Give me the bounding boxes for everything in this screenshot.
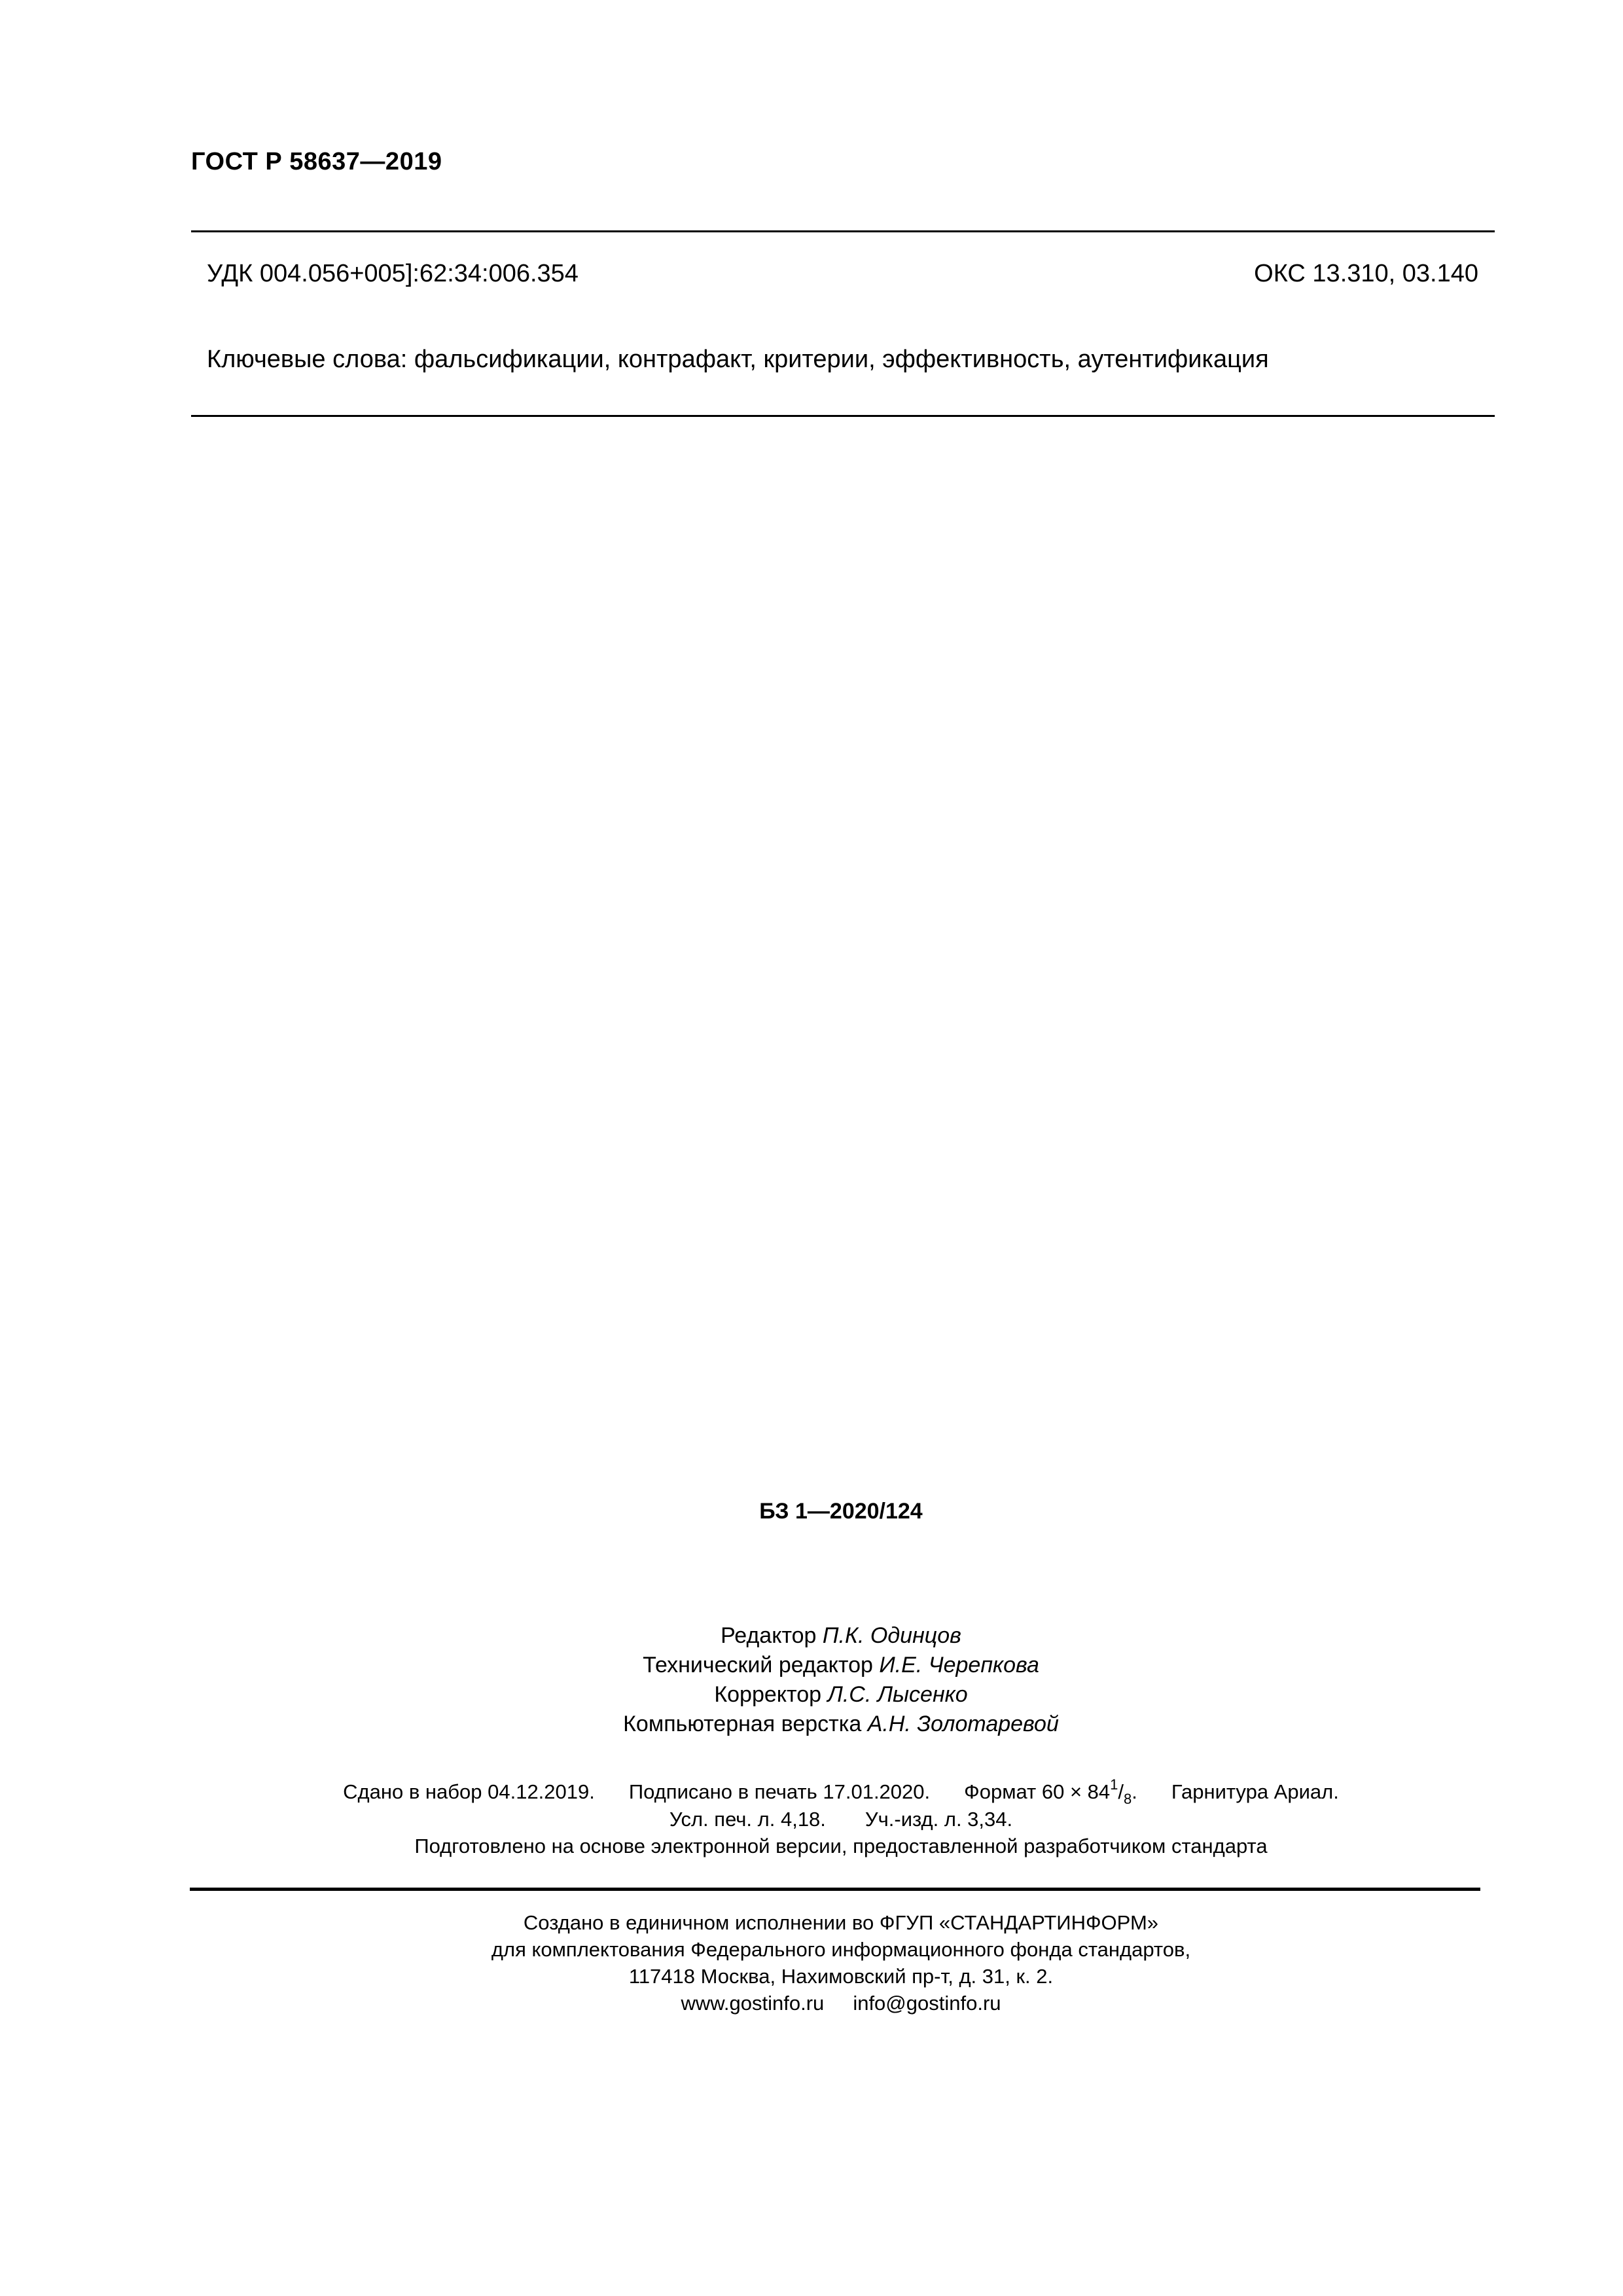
print-info-line [0, 1776, 1623, 1807]
publisher-address: 117418 Москва, Нахимовский пр-т, д. 31, к. 2. [628, 1965, 1054, 1988]
top-divider [191, 230, 1495, 232]
udk-code: УДК 004.056+005]:62:34:006.354 [207, 260, 579, 287]
keywords-divider [191, 415, 1495, 417]
page-format: Формат $60 \times 84^1/_8$. [964, 1776, 1137, 1807]
keywords: Ключевые слова: фальсификации, контрафакт, критерии, эффективность, аутентификация [207, 346, 1269, 373]
publisher-divider [190, 1888, 1480, 1891]
staff-name: И.Е. Черепкова [879, 1653, 1039, 1677]
document-number: ГОСТ Р 58637—2019 [191, 148, 442, 175]
staff-editor [0, 1623, 1623, 1649]
publish-sheets: Уч.-изд. л. 3,34. [865, 1808, 1013, 1831]
staff-role: Редактор [721, 1623, 817, 1648]
publisher-purpose: для комплектования Федерального информационного фонда стандартов, [491, 1938, 1191, 1961]
publisher-contacts [0, 1992, 1623, 2015]
submitted-date: Сдано в набор 04.12.2019. [343, 1780, 595, 1803]
staff-corrector [0, 1682, 1623, 1708]
publisher-line: Создано в единичном исполнении во ФГУП «СТАНДАРТИНФОРМ» [523, 1911, 1159, 1934]
prepared-note: Подготовлено на основе электронной версии, предоставленной разработчиком стандарта [414, 1835, 1268, 1857]
staff-name: А.Н. Золотаревой [867, 1712, 1059, 1736]
staff-layout [0, 1712, 1623, 1737]
staff-tech-editor [0, 1653, 1623, 1678]
oks-code: ОКС 13.310, 03.140 [1254, 260, 1478, 287]
website-link[interactable]: www.gostinfo.ru [681, 1992, 825, 2015]
staff-name: П.К. Одинцов [822, 1623, 961, 1648]
staff-role: Компьютерная верстка [623, 1712, 862, 1736]
signed-date: Подписано в печать 17.01.2020. [628, 1780, 931, 1803]
bz-number: БЗ 1—2020/124 [759, 1499, 923, 1524]
email-link[interactable]: info@gostinfo.ru [853, 1992, 1001, 2015]
staff-name: Л.С. Лысенко [827, 1682, 968, 1707]
staff-role: Корректор [714, 1682, 822, 1707]
sheets-line [0, 1808, 1623, 1831]
typeface: Гарнитура Ариал. [1171, 1780, 1339, 1803]
print-sheets: Усл. печ. л. 4,18. [669, 1808, 826, 1831]
staff-role: Технический редактор [643, 1653, 873, 1677]
